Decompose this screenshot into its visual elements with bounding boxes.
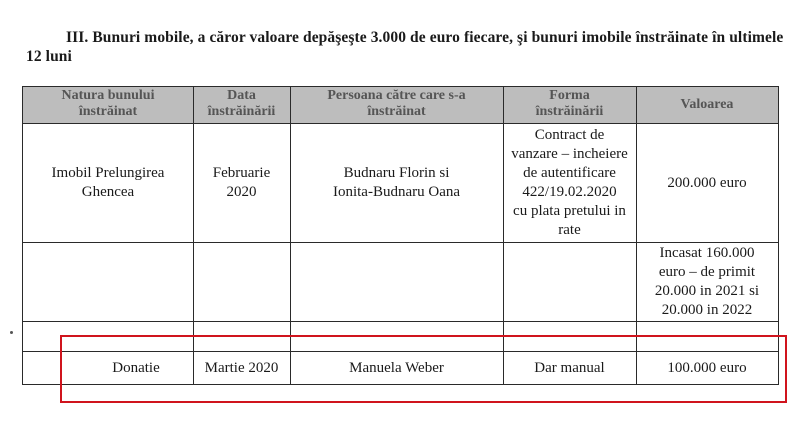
header-persoana: Persoana către care s-a înstrăinat (327, 88, 466, 119)
header-natura-bunului: Natura bunului înstrăinat (61, 88, 155, 119)
row4-valoarea: 100.000 euro (667, 359, 747, 376)
row4-persoana: Manuela Weber (349, 359, 444, 376)
row4-natura: Donatie (112, 359, 160, 376)
row4-forma: Dar manual (534, 359, 605, 376)
row1-forma: Contract de vanzare – incheiere de autentificare 422/19.02.2020 cu plata pretului in rate (511, 127, 628, 238)
row1-persoana: Budnaru Florin si Ionita-Budnaru Oana (332, 165, 461, 200)
row2-valoarea: Incasat 160.000 euro – de primit 20.000 in 2021 si 20.000 in 2022 (654, 245, 760, 318)
row4-data: Martie 2020 (204, 359, 279, 376)
row-divider (23, 321, 778, 322)
row1-valoarea: 200.000 euro (667, 174, 747, 191)
row1-natura: Imobil Prelungirea Ghencea (51, 165, 165, 200)
header-data-instrainarii: Data înstrăinării (207, 88, 276, 119)
scan-speck (10, 331, 13, 334)
red-highlight-box (60, 335, 787, 403)
header-forma: Forma înstrăinării (535, 88, 604, 119)
header-valoarea: Valoarea (680, 97, 734, 112)
row1-data: Februarie 2020 (212, 165, 271, 200)
section-heading: III. Bunuri mobile, a căror valoare depăşeşte 3.000 de euro fiecare, şi bunuri imobile înstrăinate în ultimele 12 luni (26, 29, 784, 65)
